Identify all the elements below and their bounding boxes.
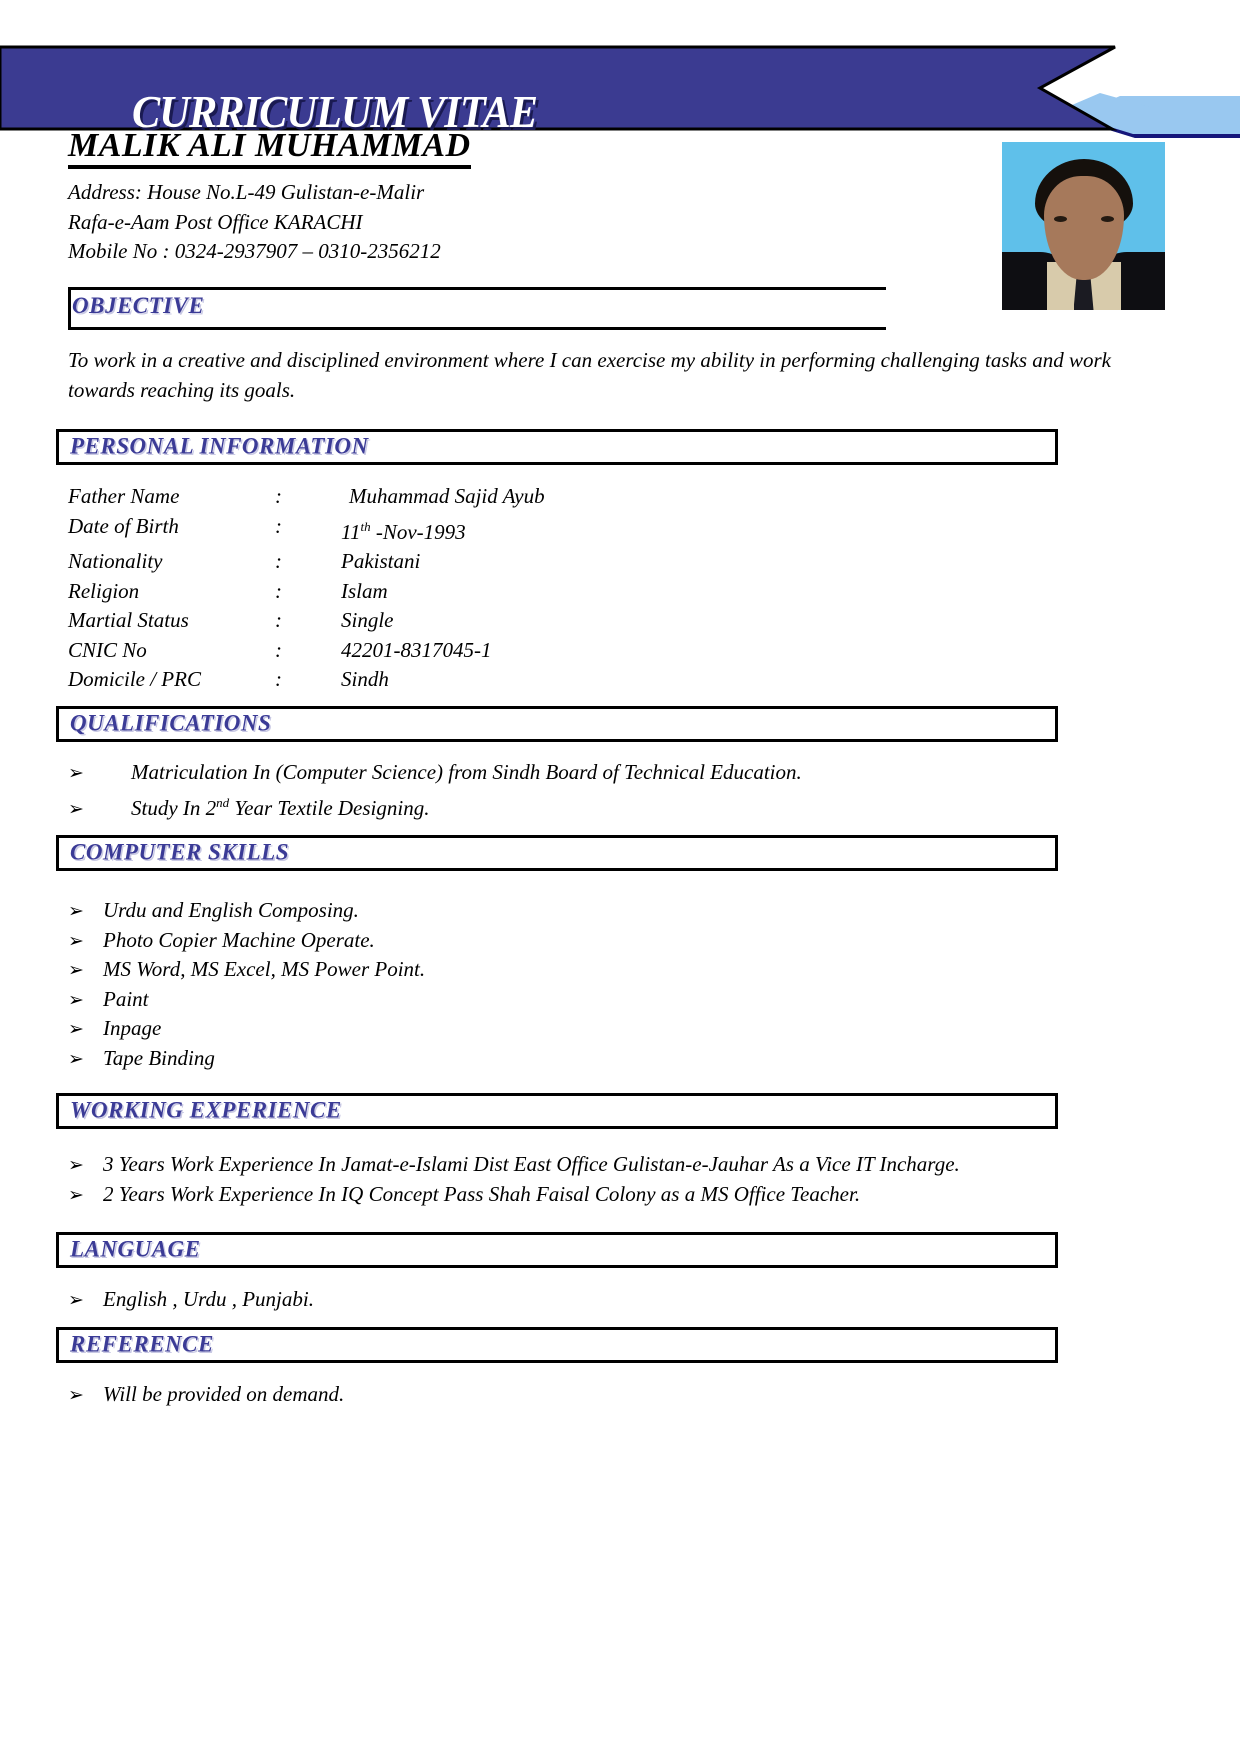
row-value: 42201-8317045-1 [341, 637, 492, 662]
row-value: Single [341, 608, 394, 632]
section-heading-personal-information: PERSONAL INFORMATION [70, 433, 369, 459]
list-item [68, 1380, 344, 1410]
avatar [1002, 142, 1165, 310]
objective-rule-top [68, 287, 886, 290]
row-label: Domicile / PRC [68, 667, 201, 691]
arrow-bullet-icon: ➢ [68, 960, 84, 981]
objective-rule-bottom [68, 327, 886, 330]
qual-ordinal-suffix: nd [216, 794, 230, 810]
arrow-bullet-icon: ➢ [68, 1290, 84, 1311]
arrow-bullet-icon: ➢ [68, 1048, 84, 1070]
list-item-label: Paint [103, 986, 149, 1011]
section-heading-reference: REFERENCE [70, 1331, 214, 1357]
table-row [68, 482, 545, 512]
list-item-label: Urdu and English Composing. [103, 898, 359, 922]
arrow-bullet-icon: ➢ [68, 763, 84, 784]
section-box-language [56, 1232, 1058, 1268]
section-heading-objective: OBJECTIVE [72, 293, 205, 318]
table-row [68, 665, 545, 695]
eye-left [1054, 216, 1067, 222]
row-separator: : [275, 549, 282, 573]
banner-title: CURRICULUM VITAE [132, 86, 538, 137]
qual-pre: Study In 2 [131, 795, 217, 820]
list-item-label: Photo Copier Machine Operate. [103, 927, 375, 952]
row-label: Martial Status [68, 608, 189, 632]
row-value: Islam [341, 578, 388, 603]
list-item-label: Tape Binding [103, 1045, 215, 1070]
table-row [68, 577, 545, 607]
list-item [68, 1180, 960, 1210]
row-separator: : [275, 484, 282, 508]
contact-block [68, 178, 441, 267]
arrow-bullet-icon: ➢ [68, 901, 84, 922]
row-label: Father Name [68, 484, 180, 508]
list-item [68, 1044, 425, 1074]
row-separator: : [275, 578, 282, 603]
list-item-label [131, 788, 429, 824]
section-heading-language: LANGUAGE [70, 1236, 201, 1262]
row-label: Religion [68, 578, 140, 603]
list-item-label: 3 Years Work Experience In Jamat-e-Islami Dist East Office Gulistan-e-Jauhar As a Vice IT Incharge. [103, 1152, 960, 1176]
address-line-1: Address: House No.L-49 Gulistan-e-Malir [68, 180, 425, 204]
table-row [68, 512, 545, 548]
language-list [68, 1285, 314, 1315]
objective-text: To work in a creative and disciplined environment where I can exercise my ability in performing challenging tasks and work towards reaching its goals. [68, 348, 1112, 402]
section-box-computer-skills [56, 835, 1058, 871]
page-title-name: MALIK ALI MUHAMMAD [68, 128, 471, 169]
arrow-bullet-icon: ➢ [68, 1184, 84, 1206]
arrow-bullet-icon: ➢ [68, 1385, 84, 1406]
reference-list [68, 1380, 344, 1410]
header-banner [0, 41, 1240, 141]
list-item [68, 926, 425, 956]
list-item [68, 896, 425, 926]
list-item [68, 985, 425, 1015]
eye-right [1101, 216, 1114, 222]
list-item-label: MS Word, MS Excel, MS Power Point. [103, 957, 426, 981]
row-label: CNIC No [68, 637, 147, 662]
list-item [68, 758, 802, 788]
section-box-personal-information [56, 429, 1058, 465]
table-row [68, 636, 545, 666]
dob-ordinal-suffix: th [360, 518, 371, 534]
list-item-label: 2 Years Work Experience In IQ Concept Pass Shah Faisal Colony as a MS Office Teacher. [103, 1181, 861, 1206]
working-experience-list [68, 1150, 960, 1209]
row-label: Date of Birth [68, 513, 179, 538]
row-value: Muhammad Sajid Ayub [349, 484, 545, 508]
mobile-line: Mobile No : 0324-2937907 – 0310-2356212 [68, 239, 441, 263]
row-value: Pakistani [341, 549, 421, 573]
table-row [68, 547, 545, 577]
dob-base: 11 [341, 519, 361, 544]
address-line-2: Rafa-e-Aam Post Office KARACHI [68, 209, 363, 234]
arrow-bullet-icon: ➢ [68, 930, 84, 952]
row-separator: : [275, 513, 282, 538]
list-item [68, 955, 425, 985]
list-item-label: English , Urdu , Punjabi. [103, 1287, 314, 1311]
section-heading-working-experience: WORKING EXPERIENCE [70, 1097, 342, 1123]
qualifications-list [68, 758, 802, 823]
list-item [68, 1150, 960, 1180]
list-item [68, 788, 802, 824]
computer-skills-list [68, 896, 425, 1073]
arrow-bullet-icon: ➢ [68, 1019, 84, 1040]
row-separator: : [275, 667, 282, 691]
row-label: Nationality [68, 549, 163, 573]
section-heading-computer-skills: COMPUTER SKILLS [70, 839, 290, 865]
section-box-reference [56, 1327, 1058, 1363]
row-value [341, 512, 466, 548]
section-box-qualifications [56, 706, 1058, 742]
list-item-label: Will be provided on demand. [103, 1382, 345, 1406]
table-row [68, 606, 545, 636]
list-item [68, 1014, 425, 1044]
qual-post: Year Textile Designing. [229, 795, 430, 820]
row-value: Sindh [341, 667, 389, 691]
list-item-label: Inpage [103, 1016, 162, 1040]
objective-left-edge [68, 287, 71, 330]
list-item [68, 1285, 314, 1315]
section-box-working-experience [56, 1093, 1058, 1129]
list-item-label: Matriculation In (Computer Science) from Sindh Board of Technical Education. [131, 760, 802, 784]
personal-information-table [68, 482, 545, 695]
dob-rest: -Nov-1993 [370, 519, 466, 544]
row-separator: : [275, 637, 282, 662]
row-separator: : [275, 608, 282, 632]
arrow-bullet-icon: ➢ [68, 798, 84, 820]
arrow-bullet-icon: ➢ [68, 1155, 84, 1176]
arrow-bullet-icon: ➢ [68, 989, 84, 1011]
section-heading-qualifications: QUALIFICATIONS [70, 710, 272, 736]
